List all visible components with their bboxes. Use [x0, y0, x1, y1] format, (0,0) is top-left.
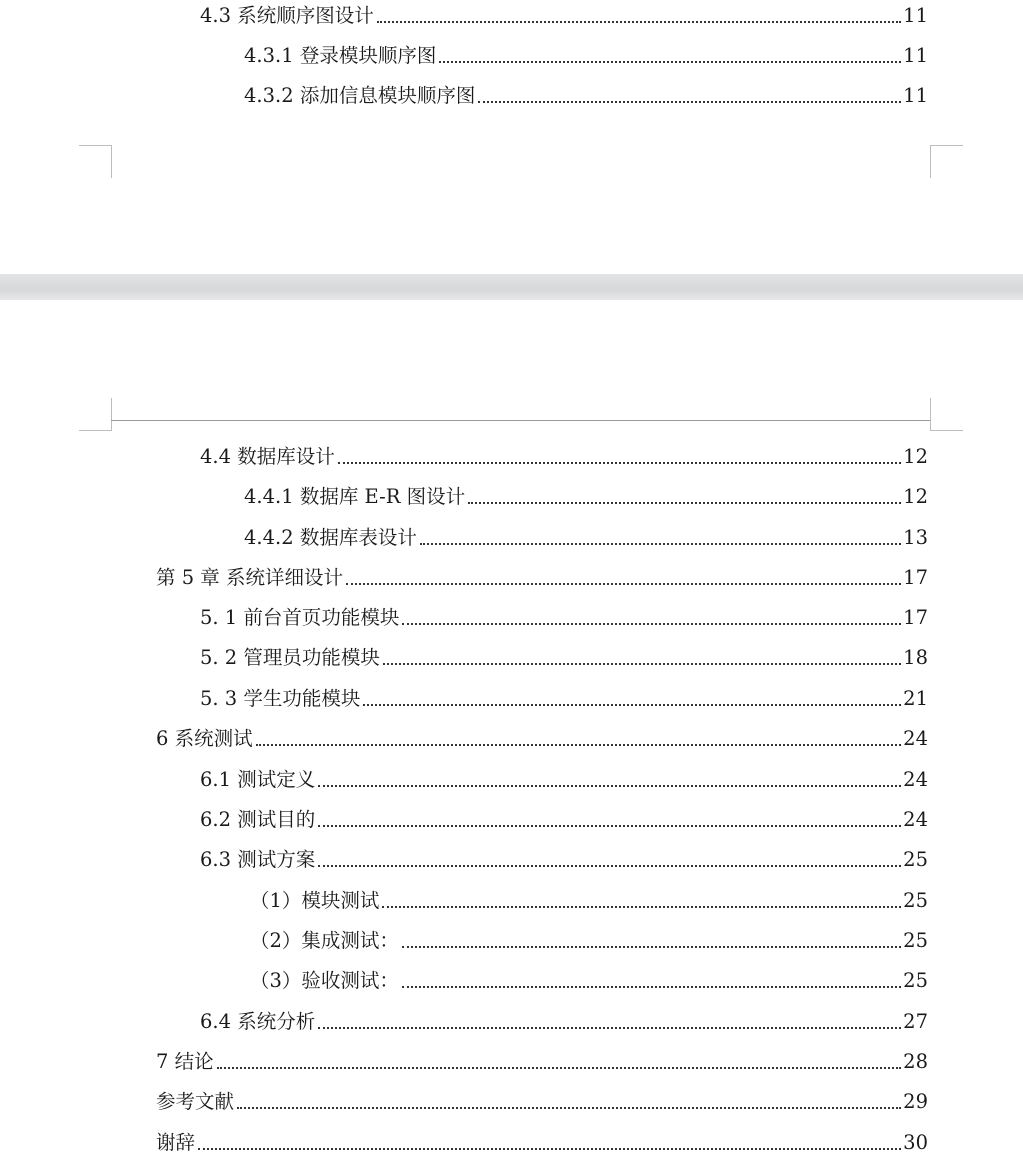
page-separator: [0, 274, 1023, 300]
toc-entry-label: 4.3 系统顺序图设计: [200, 4, 374, 27]
toc-entry[interactable]: [156, 723, 928, 753]
toc-entry[interactable]: [244, 522, 928, 552]
toc-entry-label: 4.4.1 数据库 E-R 图设计: [244, 485, 466, 508]
toc-page-number: 18: [903, 646, 928, 669]
toc-page-number: 21: [903, 687, 928, 710]
toc-leader: [256, 744, 902, 746]
toc-page-number: 25: [903, 848, 928, 871]
toc-entry-label: 5. 2 管理员功能模块: [200, 646, 380, 669]
toc-page-number: 25: [903, 969, 928, 992]
toc-entry-label: 4.4 数据库设计: [200, 445, 335, 468]
page-margin-corner-mark: [930, 145, 963, 178]
toc-page-number: 17: [903, 566, 928, 589]
toc-page-number: 24: [903, 768, 928, 791]
toc-entry-label: （2）集成测试：: [250, 929, 399, 952]
toc-entry-label: 谢辞: [156, 1131, 196, 1154]
toc-leader: [420, 543, 901, 545]
toc-page-number: 27: [903, 1010, 928, 1033]
toc-entry[interactable]: [200, 844, 928, 874]
toc-entry-label: （3）验收测试：: [250, 969, 399, 992]
toc-entry[interactable]: [244, 481, 928, 511]
toc-entry-label: 4.3.1 登录模块顺序图: [244, 44, 437, 67]
toc-entry[interactable]: [156, 1127, 928, 1157]
toc-leader: [382, 906, 901, 908]
toc-page-number: 17: [903, 606, 928, 629]
toc-page-number: 30: [903, 1131, 928, 1154]
toc-leader: [402, 946, 901, 948]
toc-entry[interactable]: [244, 80, 928, 110]
document-page-top: [0, 0, 1023, 274]
toc-entry-label: 4.4.2 数据库表设计: [244, 526, 417, 549]
toc-entry-label: 6.2 测试目的: [200, 808, 316, 831]
toc-leader: [402, 623, 901, 625]
toc-entry-label: 6 系统测试: [156, 727, 253, 750]
toc-entry[interactable]: [200, 764, 928, 794]
page-header-rule: [111, 420, 930, 421]
toc-leader: [468, 502, 901, 504]
toc-page-number: 12: [903, 445, 928, 468]
toc-page-number: 11: [903, 4, 928, 27]
toc-leader: [346, 583, 901, 585]
toc-leader: [338, 462, 901, 464]
page-margin-corner-mark: [930, 398, 963, 431]
toc-page-number: 24: [903, 727, 928, 750]
toc-entry[interactable]: [200, 602, 928, 632]
toc-entry[interactable]: [200, 642, 928, 672]
toc-entry[interactable]: [200, 1006, 928, 1036]
toc-entry-label: 参考文献: [156, 1090, 235, 1113]
toc-page-number: 29: [903, 1090, 928, 1113]
toc-leader: [439, 61, 901, 63]
toc-page-number: 11: [903, 44, 928, 67]
toc-leader: [318, 865, 901, 867]
toc-entry-label: 5. 3 学生功能模块: [200, 687, 361, 710]
toc-page-number: 11: [903, 84, 928, 107]
page-margin-corner-mark: [79, 145, 112, 178]
toc-page-number: 24: [903, 808, 928, 831]
toc-entry[interactable]: [200, 441, 928, 471]
toc-entry[interactable]: [200, 804, 928, 834]
toc-leader: [318, 1027, 901, 1029]
toc-entry[interactable]: [250, 925, 928, 955]
toc-leader: [217, 1067, 902, 1069]
toc-leader: [198, 1148, 901, 1150]
toc-page-number: 25: [903, 929, 928, 952]
toc-leader: [383, 663, 901, 665]
toc-leader: [363, 704, 901, 706]
toc-page-number: 13: [903, 526, 928, 549]
toc-leader: [377, 21, 901, 23]
toc-entry-label: （1）模块测试: [250, 889, 380, 912]
toc-entry[interactable]: [244, 40, 928, 70]
toc-leader: [318, 825, 901, 827]
toc-entry-label: 6.4 系统分析: [200, 1010, 316, 1033]
toc-page-number: 12: [903, 485, 928, 508]
page-margin-corner-mark: [79, 398, 112, 431]
toc-leader: [402, 986, 901, 988]
toc-entry[interactable]: [156, 1046, 928, 1076]
toc-entry[interactable]: [250, 965, 928, 995]
toc-entry-label: 4.3.2 添加信息模块顺序图: [244, 84, 476, 107]
toc-entry-label: 6.1 测试定义: [200, 768, 316, 791]
toc-entry[interactable]: [200, 683, 928, 713]
toc-entry-label: 5. 1 前台首页功能模块: [200, 606, 400, 629]
toc-page-number: 28: [903, 1050, 928, 1073]
toc-entry-label: 7 结论: [156, 1050, 214, 1073]
toc-entry-label: 6.3 测试方案: [200, 848, 316, 871]
toc-entry[interactable]: [250, 885, 928, 915]
toc-leader: [478, 101, 901, 103]
toc-entry[interactable]: [156, 562, 928, 592]
toc-leader: [237, 1107, 901, 1109]
toc-leader: [318, 785, 901, 787]
toc-entry[interactable]: [156, 1086, 928, 1116]
toc-page-number: 25: [903, 889, 928, 912]
toc-entry[interactable]: [200, 0, 928, 30]
toc-entry-label: 第 5 章 系统详细设计: [156, 566, 344, 589]
